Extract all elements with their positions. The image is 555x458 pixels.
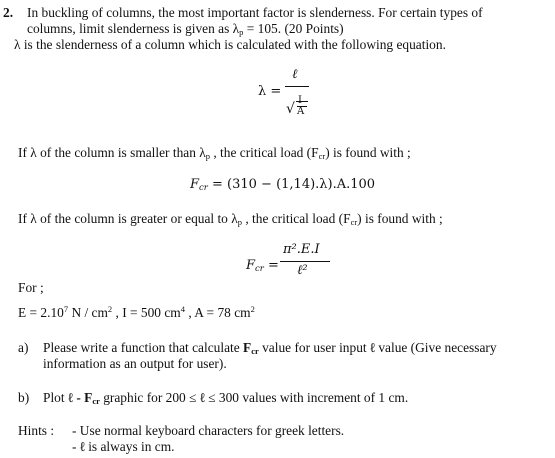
part-a-label: a) — [18, 340, 29, 355]
equation3-fraction-bar — [280, 261, 330, 262]
hint-1: - Use normal keyboard characters for greek letters. — [72, 423, 345, 438]
question-number: 2. — [3, 5, 14, 20]
equation3-lhs: $F_{cr}$ = — [246, 258, 279, 274]
condition-1: If λ of the column is smaller than $\lambda_p$ , the critical load $(F_{cr})$ is found with ; — [18, 145, 411, 161]
hint-2: - ℓ is always in cm. — [72, 439, 175, 454]
part-b-line: Plot ℓ - $F_{cr}$ graphic for 200 ≤ ℓ ≤ 300 values with increment of 1 cm. — [43, 390, 409, 406]
hints-label: Hints : — [18, 423, 55, 438]
part-a-line-1: Please write a function that calculate $F_{cr}$ value for user input ℓ value (Give necessary — [43, 340, 497, 356]
given-label: For ; — [18, 280, 44, 295]
part-a-line-2: information as an output for user). — [43, 356, 227, 371]
equation1-fraction-bar — [285, 86, 309, 87]
equation1-inner-denominator: A — [297, 106, 305, 117]
intro-line-1: In buckling of columns, the most important factor is slenderness. For certain types of — [27, 5, 483, 20]
lambda-lhs: λ = — [258, 84, 282, 99]
intro-line-3: λ is the slenderness of a column which is calculated with the following equation. — [14, 37, 446, 52]
equation3-denominator: ℓ² — [297, 263, 308, 278]
condition-2: If λ of the column is greater or equal to $\lambda_p$ , the critical load $(F_{cr})$ is found with ; — [18, 211, 443, 227]
critical-load-equation-1: $F_{cr} = (310 - (1,14).\lambda).A.100$ — [190, 177, 376, 193]
given-values: $E = 2.10^7$ N / $cm^2$ , I = 500 $cm^4$ , A = 78 $cm^2$ — [18, 304, 255, 320]
part-b-label: b) — [18, 390, 30, 405]
intro-line-2: columns, limit slenderness is given as $\lambda_p = 105$. (20 Points) — [27, 21, 344, 37]
sqrt-icon: √ — [286, 101, 295, 117]
equation1-numerator: ℓ — [292, 67, 298, 82]
equation3-numerator: π².E.I — [283, 242, 320, 257]
equation1-inner-numerator: I — [298, 95, 302, 106]
